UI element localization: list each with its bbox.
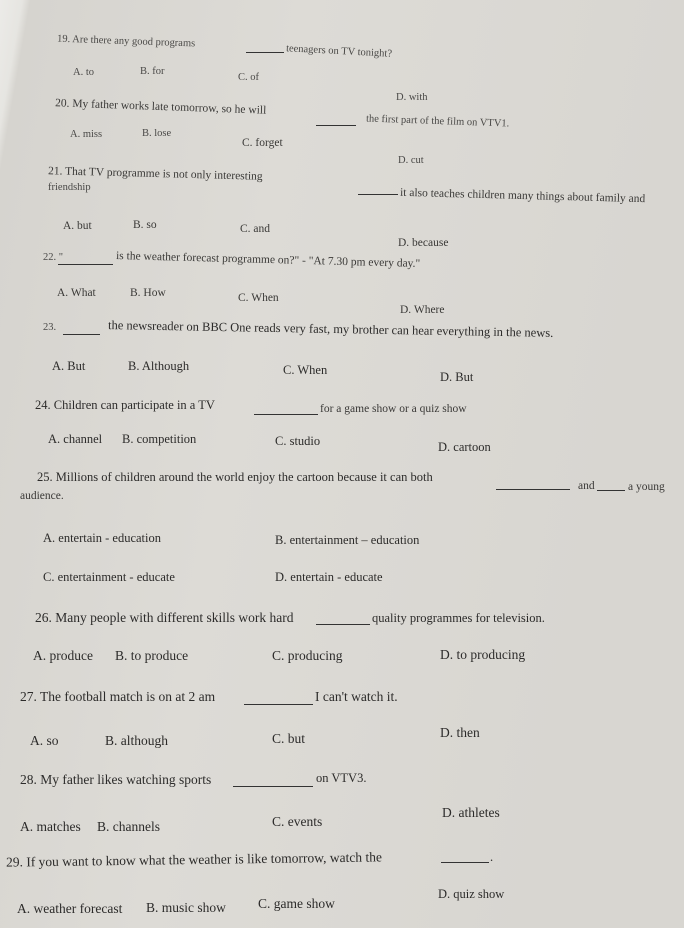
question-text: 20. My father works late tomorrow, so he will: [54, 97, 267, 117]
option-c[interactable]: C. When: [238, 292, 279, 304]
answer-blank[interactable]: [441, 862, 489, 863]
option-b[interactable]: B. Although: [128, 359, 190, 373]
question-text: is the weather forecast programme on?" - "At 7.30 pm every day.": [115, 250, 421, 270]
answer-blank[interactable]: [244, 704, 313, 705]
option-b[interactable]: B. competition: [122, 432, 197, 446]
option-b[interactable]: B. lose: [142, 128, 172, 139]
option-c[interactable]: C. studio: [275, 434, 321, 448]
question-text: 21. That TV programme is not only interesting: [47, 165, 263, 183]
question-text: 29. If you want to know what the weather is like tomorrow, watch the: [5, 849, 382, 870]
answer-blank[interactable]: [63, 334, 100, 335]
option-d[interactable]: D. then: [440, 725, 480, 740]
option-b[interactable]: B. to produce: [115, 648, 189, 663]
answer-blank[interactable]: [316, 125, 356, 126]
option-a[interactable]: A. entertain - education: [43, 531, 162, 545]
answer-blank[interactable]: [496, 489, 570, 490]
question-text: 27. The football match is on at 2 am: [20, 689, 216, 704]
option-a[interactable]: A. What: [57, 287, 96, 299]
question-text: teenagers on TV tonight?: [285, 43, 393, 60]
answer-blank[interactable]: [58, 264, 113, 265]
question-text: friendship: [48, 182, 91, 193]
answer-blank[interactable]: [358, 194, 398, 195]
option-b[interactable]: B. music show: [146, 900, 226, 915]
option-c[interactable]: C. of: [238, 72, 259, 83]
option-d[interactable]: D. cartoon: [438, 440, 491, 454]
option-b[interactable]: B. channels: [97, 819, 160, 834]
option-c[interactable]: C. forget: [242, 137, 283, 149]
question-text: quality programmes for television.: [372, 611, 545, 625]
answer-blank[interactable]: [246, 52, 284, 53]
option-c[interactable]: C. events: [272, 814, 323, 829]
option-d[interactable]: D. athletes: [442, 805, 500, 820]
option-c[interactable]: C. game show: [258, 896, 335, 911]
option-d[interactable]: D. quiz show: [438, 887, 505, 901]
option-a[interactable]: A. channel: [48, 432, 103, 446]
option-d[interactable]: D. Where: [400, 304, 445, 316]
question-text: the first part of the film on VTV1.: [365, 113, 510, 130]
answer-blank[interactable]: [233, 786, 313, 787]
question-number: 22. ": [43, 252, 64, 263]
option-a[interactable]: A. to: [73, 67, 94, 78]
question-text: a young: [628, 481, 665, 493]
option-b[interactable]: B. entertainment – education: [275, 533, 420, 547]
option-c[interactable]: C. but: [272, 731, 306, 746]
option-d[interactable]: D. because: [398, 237, 449, 249]
answer-blank[interactable]: [254, 414, 318, 415]
option-d[interactable]: D. But: [440, 370, 474, 384]
option-a[interactable]: A. matches: [20, 819, 81, 834]
option-c[interactable]: C. entertainment - educate: [43, 570, 175, 584]
question-text: for a game show or a quiz show: [320, 403, 467, 415]
question-text: it also teaches children many things about family and: [399, 186, 646, 206]
option-a[interactable]: A. but: [63, 220, 92, 232]
option-b[interactable]: B. for: [140, 66, 165, 77]
option-a[interactable]: A. miss: [70, 129, 103, 140]
question-text: on VTV3.: [316, 771, 367, 785]
question-text: 28. My father likes watching sports: [20, 772, 212, 787]
option-c[interactable]: C. When: [283, 363, 328, 377]
question-number: 23.: [43, 322, 57, 333]
answer-blank[interactable]: [597, 490, 625, 491]
option-d[interactable]: D. entertain - educate: [275, 570, 383, 584]
option-a[interactable]: A. so: [30, 733, 59, 748]
option-d[interactable]: D. to producing: [440, 647, 526, 662]
answer-blank[interactable]: [316, 624, 370, 625]
question-text: 24. Children can participate in a TV: [35, 398, 215, 412]
question-text: audience.: [20, 490, 64, 502]
question-text: I can't watch it.: [315, 689, 398, 704]
option-b[interactable]: B. so: [133, 219, 157, 231]
option-d[interactable]: D. with: [396, 92, 428, 103]
option-a[interactable]: A. weather forecast: [17, 901, 123, 916]
question-text: .: [490, 850, 494, 864]
question-text: the newsreader on BBC One reads very fast, my brother can hear everything in the news.: [107, 318, 554, 340]
option-a[interactable]: A. produce: [33, 648, 93, 663]
option-c[interactable]: C. producing: [272, 648, 343, 663]
option-a[interactable]: A. But: [52, 359, 86, 373]
option-b[interactable]: B. How: [130, 287, 166, 299]
question-text: 26. Many people with different skills work hard: [35, 610, 294, 625]
option-c[interactable]: C. and: [240, 223, 271, 235]
option-b[interactable]: B. although: [105, 733, 168, 748]
question-text: and: [578, 480, 595, 492]
option-d[interactable]: D. cut: [398, 155, 424, 166]
question-text: 19. Are there any good programs: [56, 33, 196, 50]
question-text: 25. Millions of children around the world enjoy the cartoon because it can both: [37, 470, 433, 484]
